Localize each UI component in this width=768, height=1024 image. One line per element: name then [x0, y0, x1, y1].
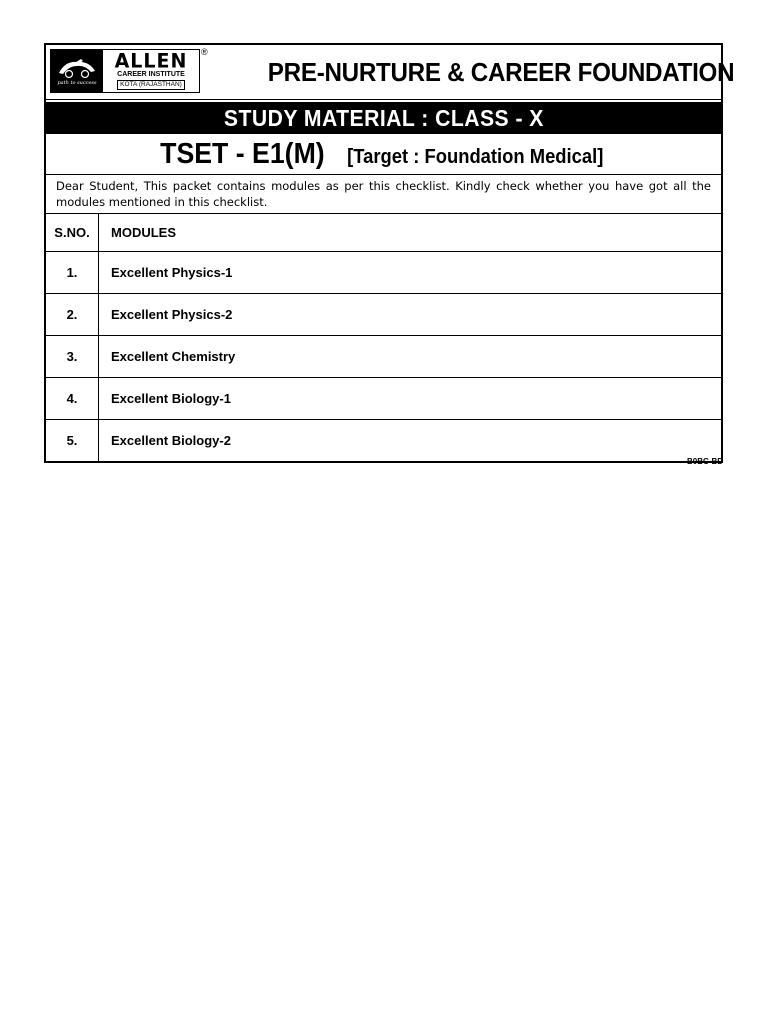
chariot-icon	[55, 57, 99, 79]
row-module: Excellent Physics-2	[99, 294, 722, 336]
document-code: B0BC-BD	[687, 457, 723, 466]
table-row	[46, 336, 721, 378]
row-module: Excellent Biology-1	[99, 378, 722, 420]
band-text: STUDY MATERIAL : CLASS - X	[223, 105, 544, 131]
tset-target: [Target : Foundation Medical]	[347, 146, 604, 168]
tset-code: TSET - E1(M)	[159, 138, 325, 170]
checklist-sheet	[44, 43, 735, 463]
modules-table	[46, 214, 721, 461]
logo-city: KOTA (RAJASTHAN)	[117, 80, 185, 90]
registered-mark: ®	[201, 47, 208, 57]
row-sno: 5.	[46, 420, 99, 462]
row-sno: 1.	[46, 252, 99, 294]
header	[46, 45, 735, 100]
row-module: Excellent Physics-1	[99, 252, 722, 294]
allen-logo	[50, 49, 200, 93]
modules-header: MODULES	[111, 225, 176, 240]
study-material-band	[46, 102, 721, 134]
page-title: PRE-NURTURE & CAREER FOUNDATION	[267, 57, 735, 87]
logo-emblem	[51, 50, 103, 92]
tset-heading	[46, 134, 721, 175]
row-sno: 2.	[46, 294, 99, 336]
table-row	[46, 252, 721, 294]
logo-subtitle: CAREER INSTITUTE	[117, 71, 185, 78]
row-sno: 3.	[46, 336, 99, 378]
instruction-note: Dear Student, This packet contains modules as per this checklist. Kindly check whether you have got all the modules mentioned in this checklist.	[46, 175, 721, 214]
row-module: Excellent Biology-2	[99, 420, 722, 462]
table-header-row	[46, 214, 721, 252]
row-module: Excellent Chemistry	[99, 336, 722, 378]
logo-brand: ALLEN	[114, 49, 188, 73]
logo-tagline: path to success	[57, 79, 97, 86]
sno-header: S.NO.	[46, 214, 99, 252]
table-row	[46, 294, 721, 336]
row-sno: 4.	[46, 378, 99, 420]
table-row	[46, 420, 721, 462]
table-row	[46, 378, 721, 420]
